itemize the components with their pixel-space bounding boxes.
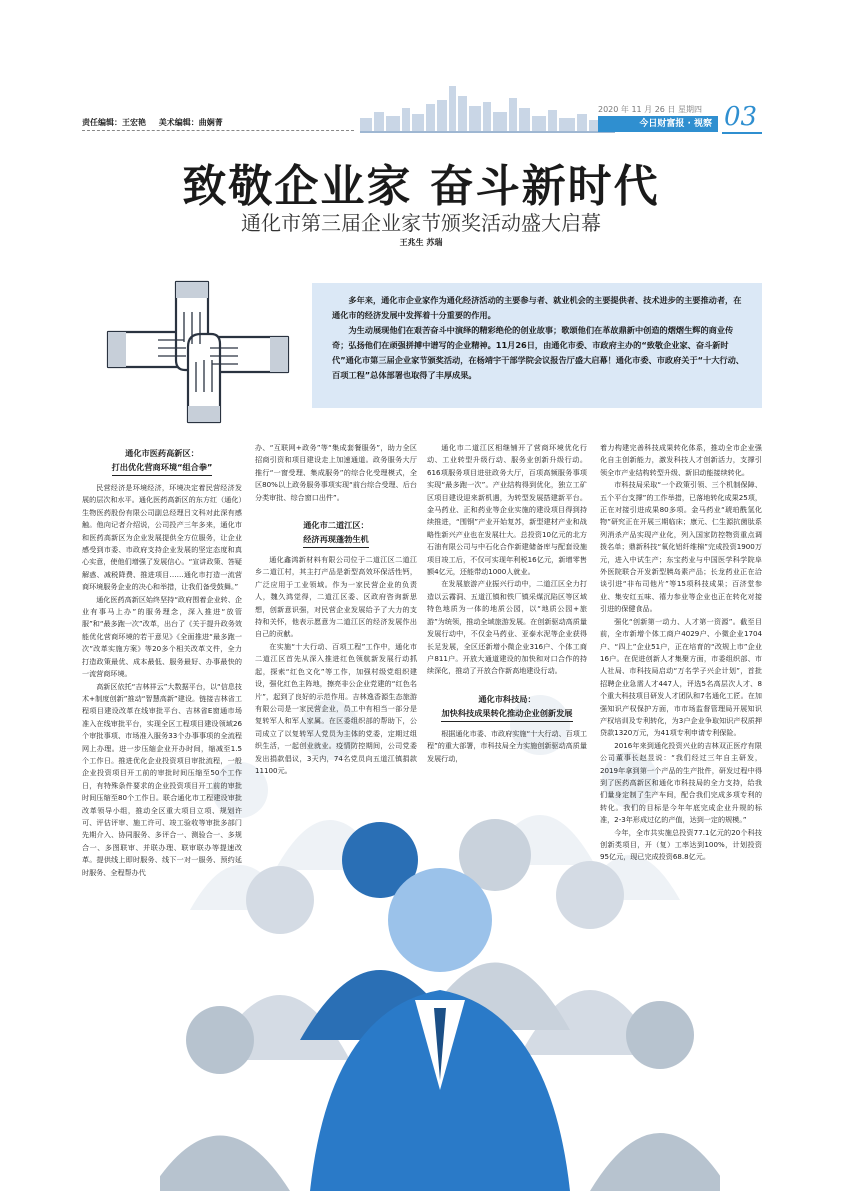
paragraph: 通化医药高新区始终坚持“政府围着企业转、企业有事马上办”的服务理念，深入推进“放管服”和“最多跑一次”改革，出台了《关于提升政务效能优化营商环境的若干意见》《全面推进“最多跑一次”改革实施方案》等20多个相关改革文件，全力打造政策最优、成本最低、服务最好、办事最快的一流营商环境。	[82, 594, 242, 679]
article-column-4	[600, 442, 762, 864]
paragraph: 通化鑫鸿新材料有限公司位于二道江区二道江乡二道江村，其主打产品是新型高效环保活性钙，广泛应用于工业领域。作为一家民营企业的负责人，魏久鸿觉得，二道江区委、区政府咨询新思想，创新意识强，对民营企业发展给予了大力的支持和关怀，他表示愿意为二道江区的经济发展作出自己的贡献。	[255, 555, 417, 639]
page-number: 03	[724, 102, 758, 132]
paragraph: 高新区依托“吉林祥云”大数据平台，以“信息技术+制度创新”推动“智慧高新”建设。链接吉林省工程项目建设改革在线审批平台、吉林省E窗通市场准入在线审批平台，实现全区工程项目建设领域26个审批事项、市场准入服务33个办事事项的全流程网上办理。进一步压缩企业开办时间，缩减至1.5个工作日。推进优化企业投资项目审批流程，一般企业投资项目开工前的审批时间压缩至50个工作日，有特殊条件要求的企业投资项目开工前的审批时间压缩至80个工作日。联合通化市工程建设审批改革领导小组，推动全区重大项目立项、规划许可、评估评审、施工许可、竣工验收等审批多部门先期介入、协同服务、多评合一、测验合一、多规合一、多图联审、并联办理、联审联办等提速改革。提供线上即时服务、线下一对一服务、预约延时服务、全程帮办代	[82, 681, 242, 877]
section-heading-erdaojiang	[255, 518, 417, 548]
art-editor-credit: 美术编辑：曲娴菁	[158, 118, 223, 127]
paragraph: 办、“互联网+政务”等“集成套餐服务”，助力全区招商引资和项目建设走上加速通道。政务服务大厅推行“一窗受理、集成服务”的综合化受理模式，全区80%以上政务服务事项实现“前台综合受理、后台分类审批、综合窗口出件”。	[255, 443, 417, 502]
sub-headline: 通化市第三届企业家节颁奖活动盛大启幕	[241, 211, 601, 235]
section-heading-science-bureau	[427, 692, 587, 722]
paragraph: 在发展旅游产业振兴行动中，二道江区全力打造以云霧洞、五道江镇和铁厂镇采煤沉陷区等区域特色地质为一体的地质公园，以“地质公园+旅游”为统领，推动全域旅游发展。在创新驱动高质量发展行动中，不仅金马药业、亚泰水泥等企业获得长足发展，全区还新增小微企业316户、个体工商户811户。开放大通道建设的加快和对口合作的持续深化，推动了开放合作新高地建设行动。	[427, 579, 587, 676]
section-heading-line1: 通化市二道江区：	[303, 520, 369, 531]
paragraph: 民营经济是环境经济，环境决定着民营经济发展的层次和水平。通化医药高新区的东方红（通化）生物医药股份有限公司副总经理吕文科对此深有感触。他向记者介绍说，公司投产三年多来，通化市和医药高新区为企业发展提供全方位服务，让企业感受到市委、市政府支持企业发展的坚定态度和真心实意，使他们增强了发展信心。“宣讲政策、答疑解惑、减税降费、推进项目……通化市打造一流营商环境服务企业的决心和举措，让我们备受鼓舞。”	[82, 483, 242, 592]
issue-date: 2020 年 11 月 26 日 星期四	[598, 105, 702, 114]
byline: 王兆生 苏瑞	[399, 238, 443, 247]
section-heading-medical-zone	[82, 446, 242, 476]
paragraph: 根据通化市委、市政府实施“十大行动、百项工程”的重大部署，市科技局全力实施创新驱动高质量发展行动，	[427, 728, 587, 763]
lead-summary-box	[312, 283, 762, 408]
page-header-editors	[82, 117, 233, 128]
section-heading-line2: 打出优化营商环境“组合拳”	[112, 460, 213, 476]
section-heading-line2: 加快科技成果转化推动企业创新发展	[441, 706, 572, 722]
main-headline: 致敬企业家 奋斗新时代	[182, 161, 660, 212]
page-number-underline	[722, 132, 762, 134]
paragraph: 着力构建完善科技成果转化体系，推动全市企业强化自主创新能力，激发科技人才创新活力，支撑引领全市产业结构转型升级、新旧动能接续转化。	[600, 443, 762, 477]
paragraph: 2016年来到通化投资兴业的吉林双正医疗有限公司董事长赵昱说：“我们经过三年自主研发，2019年拿到第一个产品的生产批件，研发过程中得到了医药高新区和通化市科技局的全力支持，给我们量身定制了生产车间，配合我们完成多项专利的转化。我们的目标是今年年底完成企业升规的标准，2-3年形成过亿的产值，达到一定的规模。”	[600, 740, 762, 825]
article-column-2	[255, 442, 417, 777]
lead-paragraph-1: 多年来，通化市企业家作为通化经济活动的主要参与者、就业机会的主要提供者、技术进步的主要推动者，在通化市的经济发展中发挥着十分重要的作用。	[332, 295, 742, 320]
paragraph: 在实施“十大行动、百项工程”工作中，通化市二道江区首先从深入推进红色领航新发展行动抓起，探索“红色文化”等工作，加强村级党组织建设，强化红色主阵地，擦亮非公企业党建的“红色名片”，起到了良好的示范作用。吉林逸香源生态旅游有限公司是一家民营企业，员工中有相当一部分是复转军人和军人家属。在区委组织部的帮助下，公司成立了以复转军人党员为主体的党委，定期过组织生活，一起创业就业。疫情防控期间，公司党委发出捐款倡议，3天内，74名党员向五道江镇捐款11100元。	[255, 641, 417, 775]
section-banner: 今日财富报 · 视察	[598, 116, 718, 132]
joined-hands-illustration	[88, 262, 308, 442]
city-skyline-illustration	[360, 78, 615, 133]
paragraph: 强化“创新第一动力、人才第一资源”。截至目前，全市新增个体工商户4029户、小微企业1704户、“四上”企业51户，正在培育的“改规上市”企业16户。在促进创新人才集聚方面，市委组织部、市人社局、市科技局启动“万名学子兴企计划”，首批招聘企业急需人才447人，评选5名高层次人才、8个重大科技项目研发人才团队和7名通化工匠。在加强知识产权保护方面，市市场监督管理局开展知识产权培训及专利转化，为3户企业争取知识产权质押贷款1320万元，为41项专利申请专利保险。	[600, 616, 762, 738]
article-column-1	[82, 442, 242, 879]
section-heading-line1: 通化市科技局：	[478, 693, 536, 704]
paragraph: 今年，全市共实施总投资77.1亿元的20个科技创新类项目，开（复）工率达到100%，计划投资95亿元，现已完成投资68.8亿元。	[600, 827, 762, 862]
section-heading-line2: 经济再现蓬勃生机	[303, 532, 369, 548]
article-column-3	[427, 442, 587, 765]
paragraph: 市科技局采取“一个政策引领、三个机制保障、五个平台支撑”的工作举措，已落地转化成果25项，正在对接引进成果80多项。金马药业“琥珀酰氢化物”研究正在开展三期临床；康元、仁生源抗菌肽系列消杀产品实现产业化，列入国家防控物资重点调拨名单；鼎新科技“氧化铝纤维棉”完成投资1900万元，进入中试生产；东宝药业与中国医学科学院阜外医院联合开发新型胰岛素产品；长龙药业正在洽谈引进“非布司他片”等15项科技成果；百济堂参业、集安红五味、禧力参业等企业也正在转化对接引进的保健食品。	[600, 480, 762, 614]
header-rule	[82, 130, 354, 131]
editor-credit: 责任编辑：王宏艳	[82, 118, 146, 127]
lead-paragraph-2: 为生动展现他们在艰苦奋斗中演绎的精彩绝伦的创业故事；歌颂他们在革故鼎新中创造的熠熠生辉的商业传奇；弘扬他们在顽强拼搏中谱写的企业精神。11月26日，由通化市委、市政府主办的“致敬企业家、奋斗新时代”通化市第三届企业家节颁奖活动，在杨靖宇干部学院会议报告厅盛大启幕！通化市委、市政府关于“十大行动、百项工程”总体部署也取得了丰厚成果。	[332, 325, 744, 380]
section-heading-line1: 通化市医药高新区：	[125, 448, 199, 458]
paragraph: 通化市二道江区相继铺开了营商环境优化行动、工业转型升级行动、服务业创新升级行动。616项服务项目进驻政务大厅，百项高频服务事项实现“最多跑一次”。产业结构得到优化，独立工矿区项目建设迎来新机遇，为转型发展搭建新平台。金马药业、正和药业等企业实施的建设项目得到持续推进，“围钢”产业开始复苏，新型建材产业和战略性新兴产业也在发展壮大。总投资10亿元的北方石油有限公司与中石化合作新建储备库与配套设施项目竣工后，不仅可实现年利税16亿元，新增零售额4亿元，还能带动1000人就业。	[427, 443, 587, 577]
